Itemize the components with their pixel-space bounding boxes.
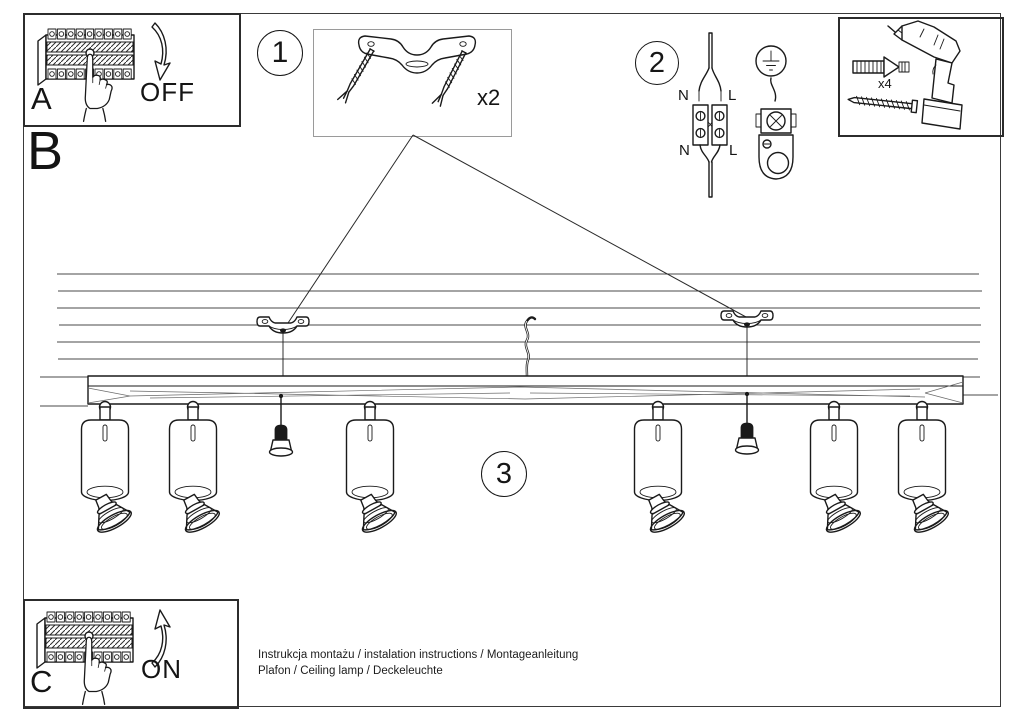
- tools-illustration: [838, 17, 1000, 133]
- bracket-screws-illustration: [313, 29, 510, 135]
- mounting-bracket-icon: [257, 317, 309, 333]
- ground-symbol-icon: [756, 46, 786, 76]
- step-3-badge: [481, 451, 527, 497]
- breaker-panel-on-illustration: [23, 599, 235, 705]
- wire-l-bottom-label: L: [729, 142, 738, 159]
- on-label: ON: [141, 654, 182, 684]
- screw-cover-icon: [270, 397, 293, 456]
- wall-plug-icon: [853, 57, 909, 77]
- spotlight-icon: [899, 402, 952, 537]
- lamp-rail-icon: [88, 376, 963, 404]
- spotlight-icon: [170, 402, 223, 537]
- wood-screw-icon: [848, 93, 918, 112]
- breaker-panel-off-illustration: [23, 13, 237, 123]
- arrow-down-icon: [152, 23, 170, 80]
- step-3-number: 3: [495, 457, 513, 490]
- section-b-letter: B: [27, 121, 64, 181]
- drill-icon: [888, 21, 962, 129]
- footer-instructions-line: Instrukcja montażu / instalation instructions / Montageanleitung: [258, 649, 579, 661]
- wire-l-top-label: L: [728, 87, 737, 104]
- screw-icon: [338, 48, 375, 104]
- quantity-x4-label: x4: [878, 76, 892, 91]
- step-c-letter: C: [30, 664, 53, 699]
- step-2-number: 2: [648, 46, 666, 79]
- spotlight-icon: [635, 402, 688, 537]
- step-a-letter: A: [31, 81, 52, 116]
- spotlight-icon: [811, 402, 864, 537]
- step-1-badge: [257, 30, 303, 76]
- breaker-panel-icon: [38, 29, 134, 121]
- step-1-number: 1: [271, 36, 289, 69]
- cable-icon: [525, 317, 535, 376]
- quantity-x2-label: x2: [477, 85, 501, 110]
- wire-n-bottom-label: N: [679, 142, 690, 159]
- ceiling-lamp-assembly: [30, 130, 1000, 570]
- leader-lines: [286, 135, 746, 326]
- off-label: OFF: [140, 77, 195, 107]
- wire-n-top-label: N: [678, 87, 689, 104]
- spotlight-icon: [347, 402, 400, 537]
- spotlight-icon: [82, 402, 135, 537]
- footer-product-line: Plafon / Ceiling lamp / Deckeleuchte: [258, 665, 443, 677]
